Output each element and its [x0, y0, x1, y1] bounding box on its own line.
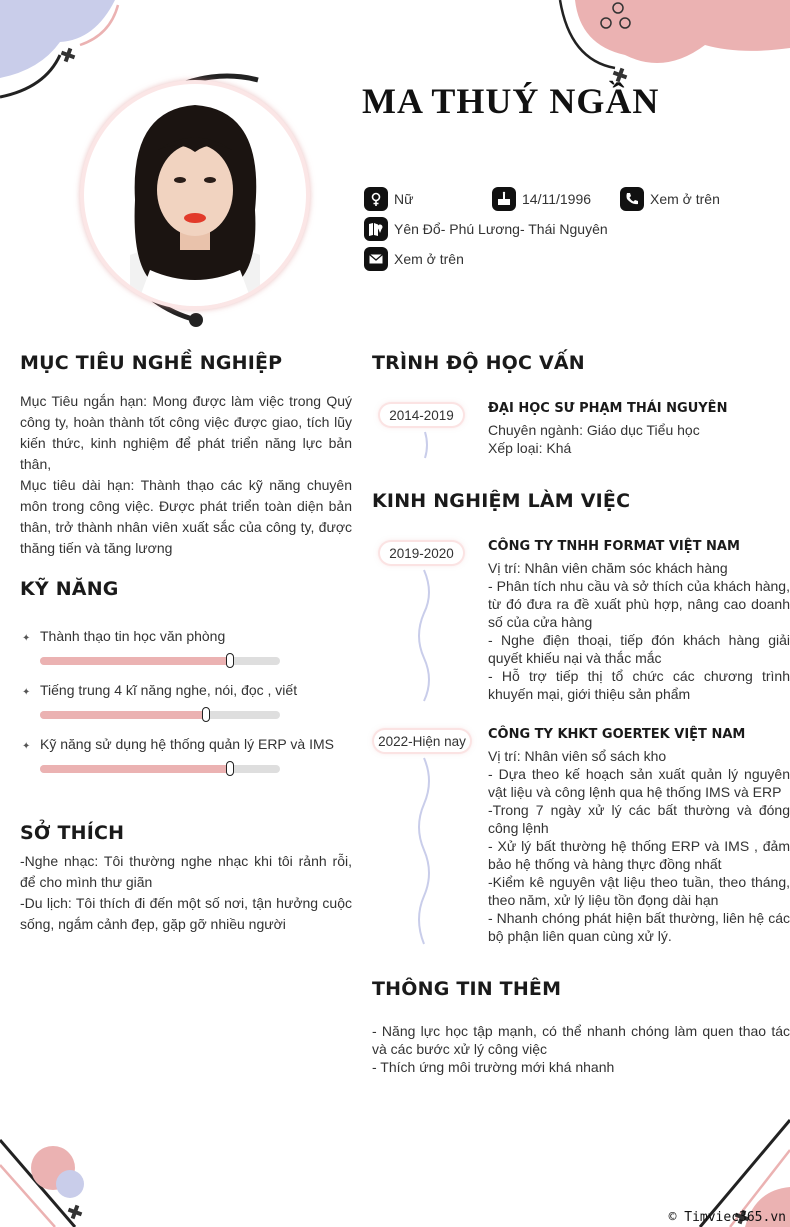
- dob-text: 14/11/1996: [522, 191, 592, 207]
- skill-label: Tiếng trung 4 kĩ năng nghe, nói, đọc , viết: [40, 682, 298, 698]
- job-line: - Dựa theo kế hoạch sản xuất quản lý nguyên vật liệu và công lệnh qua hệ thống IMS và ERP: [488, 766, 790, 800]
- phone-info: [620, 187, 720, 211]
- gender-text: Nữ: [394, 191, 414, 207]
- top-right-decoration: [555, 0, 790, 85]
- timeline-connector: [418, 430, 432, 460]
- birthday-cake-icon: [492, 187, 516, 211]
- job-line: - Phân tích nhu cầu và sở thích của khách hàng, từ đó đưa ra đề xuất phù hợp, nâng cao doanh số của cửa hàng: [488, 578, 790, 630]
- school-name: ĐẠI HỌC SƯ PHẠM THÁI NGUYÊN: [488, 401, 728, 416]
- phone-text: Xem ở trên: [650, 191, 720, 207]
- education-major: Chuyên ngành: Giáo dục Tiểu học: [488, 422, 700, 438]
- gender-icon: [364, 187, 388, 211]
- job-entry: [488, 538, 790, 703]
- timeline-connector: [412, 568, 436, 703]
- skill-bar-handle: [226, 761, 234, 776]
- full-name: MA THUÝ NGẦN: [362, 81, 660, 121]
- sparkle-bullet-icon: ✦: [22, 633, 31, 644]
- job-line: -Trong 7 ngày xử lý các bất thường và đóng công lệnh: [488, 802, 790, 836]
- job-period: 2022-Hiện nay: [374, 730, 470, 752]
- hobby-music: -Nghe nhạc: Tôi thường nghe nhạc khi tôi rảnh rỗi, để cho mình thư giãn: [20, 853, 352, 890]
- experience-title: KINH NGHIỆM LÀM VIỆC: [372, 490, 631, 512]
- skill-bar: [40, 765, 280, 773]
- avatar: [80, 80, 310, 310]
- map-pin-icon: [364, 217, 388, 241]
- hobbies-body: [20, 851, 352, 935]
- email-info: [364, 247, 464, 271]
- extra-info-body: [372, 1022, 790, 1076]
- avatar-frame: [70, 70, 330, 330]
- job-line: Vị trí: Nhân viên chăm sóc khách hàng: [488, 560, 728, 576]
- job-line: - Xử lý bất thường hệ thống ERP và IMS , đảm bảo hệ thống và hàng thực đồng nhất: [488, 838, 790, 872]
- objective-short-term: Mục Tiêu ngắn hạn: Mong được làm việc trong Quý công ty, hoàn thành tốt công việc được giao, tích lũy kiến thức, kinh nghiệm để phát triển năng lực bản thân,: [20, 393, 352, 472]
- skill-bar-handle: [202, 707, 210, 722]
- objective-long-term: Mục tiêu dài hạn: Thành thạo các kỹ năng chuyên môn trong công việc. Được phát triển toàn diện bản thân, trở thành nhân viên xuất sắc của công ty, được thăng tiến và tăng lương: [20, 477, 352, 556]
- job-period: 2019-2020: [380, 542, 463, 564]
- education-entry: [488, 400, 790, 457]
- skill-bar: [40, 657, 280, 665]
- address-info: [364, 217, 608, 241]
- mail-icon: [364, 247, 388, 271]
- sparkle-bullet-icon: ✦: [22, 687, 31, 698]
- portrait-photo: [80, 80, 310, 310]
- gender-info: [364, 187, 413, 211]
- job-entry: [488, 726, 790, 945]
- skill-bar-fill: [40, 657, 230, 665]
- phone-icon: [620, 187, 644, 211]
- bottom-left-decoration: [0, 1110, 110, 1227]
- education-rank: Xếp loại: Khá: [488, 440, 572, 456]
- skill-bar: [40, 711, 280, 719]
- skills-title: KỸ NĂNG: [20, 578, 119, 600]
- job-line: - Hỗ trợ tiếp thị tổ chức các chương trình khuyến mại, giới thiệu sản phẩm: [488, 668, 790, 702]
- skill-item: [22, 682, 297, 698]
- company-name: CÔNG TY TNHH FORMAT VIỆT NAM: [488, 539, 740, 554]
- objective-title: MỤC TIÊU NGHỀ NGHIỆP: [20, 352, 283, 374]
- address-text: Yên Đổ- Phú Lương- Thái Nguyên: [394, 221, 608, 237]
- skill-item: [22, 628, 225, 644]
- email-text: Xem ở trên: [394, 251, 464, 267]
- education-title: TRÌNH ĐỘ HỌC VẤN: [372, 352, 585, 374]
- hobbies-title: SỞ THÍCH: [20, 822, 125, 844]
- company-name: CÔNG TY KHKT GOERTEK VIỆT NAM: [488, 727, 746, 742]
- job-line: -Kiểm kê nguyên vật liệu theo tuần, theo tháng, theo năm, xử lý liệu tồn đọng dài hạn: [488, 874, 790, 908]
- extra-info-title: THÔNG TIN THÊM: [372, 978, 562, 1000]
- dob-info: [492, 187, 591, 211]
- extra-line: - Năng lực học tập mạnh, có thể nhanh chóng làm quen thao tác và các bước xử lý công việc: [372, 1023, 790, 1057]
- education-period: 2014-2019: [380, 404, 463, 426]
- job-line: - Nghe điện thoại, tiếp đón khách hàng giải quyết khiếu nại và thắc mắc: [488, 632, 790, 666]
- extra-line: - Thích ứng môi trường mới khá nhanh: [372, 1059, 615, 1075]
- skill-label: Kỹ năng sử dụng hệ thống quản lý ERP và IMS: [40, 736, 334, 752]
- skill-item: [22, 736, 334, 752]
- skill-bar-fill: [40, 711, 206, 719]
- job-line: - Nhanh chóng phát hiện bất thường, liên hệ các bộ phận liên quan cùng xử lý.: [488, 910, 790, 944]
- job-line: Vị trí: Nhân viên sổ sách kho: [488, 748, 667, 764]
- watermark: © Timviec365.vn: [668, 1210, 786, 1225]
- objective-body: [20, 391, 352, 559]
- sparkle-bullet-icon: ✦: [22, 741, 31, 752]
- skill-bar-handle: [226, 653, 234, 668]
- timeline-connector: [412, 756, 436, 946]
- skill-bar-fill: [40, 765, 230, 773]
- skill-label: Thành thạo tin học văn phòng: [40, 628, 226, 644]
- hobby-travel: -Du lịch: Tôi thích đi đến một số nơi, tận hưởng cuộc sống, ngắm cảnh đẹp, gặp gỡ nhiều người: [20, 895, 352, 932]
